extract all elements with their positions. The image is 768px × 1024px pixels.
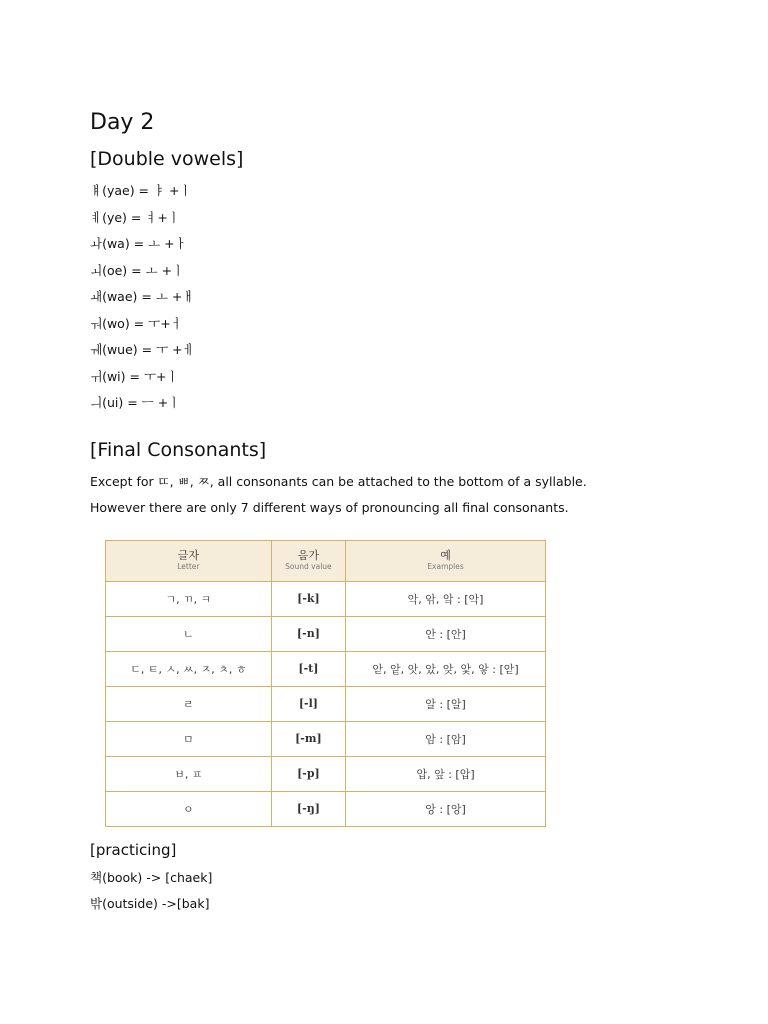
double-vowel-item: ㅟ(wi) = ㅜ+ㅣ	[90, 368, 179, 384]
letter-header-label: 글자	[177, 549, 199, 562]
example-cell: 알 : [알]	[346, 686, 546, 721]
final-consonants-table	[105, 540, 546, 827]
sound-cell: [-m]	[271, 721, 345, 756]
example-cell: 앋, 앝, 앗, 았, 앚, 앛, 앟 : [앋]	[346, 651, 546, 686]
table-row	[106, 616, 546, 651]
document-page	[90, 108, 710, 918]
page-title: Day 2	[90, 110, 155, 135]
example-cell: 압, 앞 : [압]	[346, 756, 546, 791]
table-row	[106, 686, 546, 721]
table-row	[106, 791, 546, 826]
sound-cell: [-ŋ]	[271, 791, 345, 826]
double-vowel-item: ㅒ(yae) = ㅑ +ㅣ	[90, 183, 192, 198]
letter-cell: ㅂ, ㅍ	[106, 756, 272, 791]
letter-cell: ㄱ, ㄲ, ㅋ	[106, 581, 272, 616]
double-vowel-item: ㅖ(ye) = ㅕ+ㅣ	[90, 209, 180, 225]
example-header-label: 예	[440, 549, 451, 562]
double-vowel-item: ㅘ(wa) = ㅗ +ㅏ	[90, 236, 187, 251]
table-row	[106, 756, 546, 791]
table-row	[106, 581, 546, 616]
letter-cell: ㄴ	[106, 616, 272, 651]
final-consonants-text-2: However there are only 7 different ways of pronouncing all final consonants.	[90, 500, 569, 515]
letter-cell: ㅁ	[106, 721, 272, 756]
letter-cell: ㅇ	[106, 791, 272, 826]
example-cell: 암 : [암]	[346, 721, 546, 756]
double-vowels-list	[90, 178, 710, 417]
double-vowel-item: ㅝ(wo) = ㅜ+ㅓ	[90, 315, 183, 331]
example-column-header	[346, 540, 546, 581]
sound-cell: [-l]	[271, 686, 345, 721]
double-vowel-item: ㅚ(oe) = ㅗ +ㅣ	[90, 262, 185, 278]
final-consonants-heading: [Final Consonants]	[90, 438, 267, 461]
double-vowel-item: ㅢ(ui) = ㅡ +ㅣ	[90, 395, 181, 410]
sound-cell: [-t]	[271, 651, 345, 686]
letter-header-sublabel: Letter	[177, 562, 200, 571]
example-cell: 안 : [안]	[346, 616, 546, 651]
sound-header-sublabel: Sound value	[285, 562, 332, 571]
sound-cell: [-n]	[271, 616, 345, 651]
example-header-sublabel: Examples	[427, 562, 464, 571]
sound-header-label: 음가	[297, 549, 320, 562]
example-cell: 앙 : [앙]	[346, 791, 546, 826]
letter-column-header	[106, 540, 272, 581]
sound-cell: [-p]	[271, 756, 345, 791]
table-header-row	[106, 540, 546, 581]
practice-item: 책(book) -> [chaek]	[90, 869, 213, 885]
table-row	[106, 651, 546, 686]
double-vowel-item: ㅞ(wue) = ㅜ +ㅔ	[90, 342, 195, 357]
final-consonants-text-1: Except for ㄸ, ㅃ, ㅉ, all consonants can be attached to the bottom of a syllable.	[90, 473, 587, 489]
table-row	[106, 721, 546, 756]
example-cell: 악, 앆, 앜 : [악]	[346, 581, 546, 616]
sound-cell: [-k]	[271, 581, 345, 616]
sound-column-header	[271, 540, 345, 581]
letter-cell: ㄷ, ㅌ, ㅅ, ㅆ, ㅈ, ㅊ, ㅎ	[106, 651, 272, 686]
practice-item: 밖(outside) ->[bak]	[90, 896, 210, 911]
double-vowel-item: ㅙ(wae) = ㅗ +ㅐ	[90, 289, 195, 304]
double-vowels-heading: [Double vowels]	[90, 148, 244, 170]
practicing-heading: [practicing]	[90, 840, 177, 859]
letter-cell: ㄹ	[106, 686, 272, 721]
